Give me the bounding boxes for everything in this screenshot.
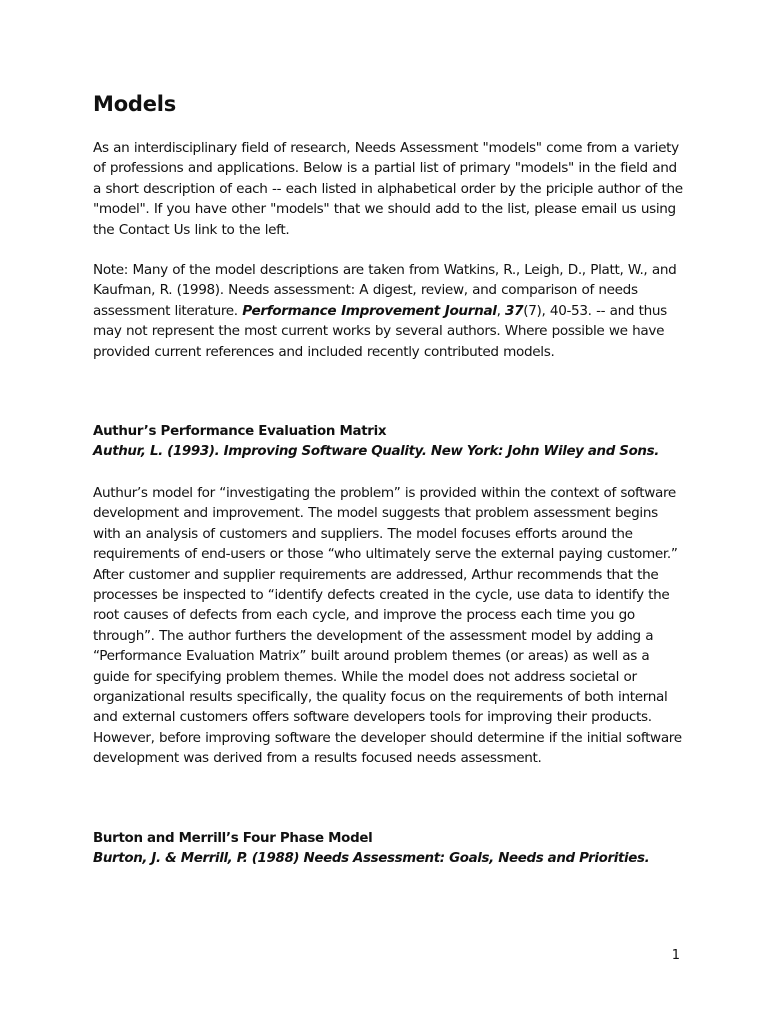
section-reference-authur: Authur, L. (1993). Improving Software Quality. New York: John Wiley and Sons. — [93, 444, 659, 460]
section-spacer — [93, 789, 683, 829]
document-content — [93, 90, 683, 889]
journal-title: Performance Improvement Journal — [242, 302, 497, 319]
note-text: Note: Many of the model descriptions are taken from Watkins, R., Leigh, D., Platt, W., and Kaufman, R. (1998). Needs assessment: A digest, review, and comparison of needs assessment literature. — [93, 262, 677, 319]
journal-volume: 37 — [505, 302, 524, 319]
note-comma: , — [496, 302, 506, 319]
page-title: Models — [93, 92, 177, 116]
section-heading-authur: Authur’s Performance Evaluation Matrix — [93, 424, 387, 440]
page-number: 1 — [671, 948, 680, 963]
section-heading-burton-merrill: Burton and Merrill’s Four Phase Model — [93, 830, 373, 846]
note-text-continued: (7), 40-53. -- and thus may not represent the most current works by several authors. Where possible we have provided current references and included recently contributed models. — [93, 302, 667, 360]
note-paragraph — [93, 260, 683, 362]
section-body-authur: Authur’s model for “investigating the problem” is provided within the context of software development and improvement. The model suggests that problem assessment begins with an analysis of customers and suppliers. The model focuses efforts around the requirements of end-users or those “who ultimately serve the external paying customer.” After customer and supplier requirements are addressed, Arthur recommends that the processes be inspected to “identify defects created in the cycle, use data to identify the root causes of defects from each cycle, and improve the process each time you go through”. The author furthers the development of the assessment model by adding a “Performance Evaluation Matrix” built around problem themes (or areas) as well as a guide for specifying problem themes. While the model does not address societal or organizational results specifically, the quality focus on the requirements of both internal and external customers offers software developers tools for improving their products. However, before improving software the developer should determine if the initial software development was derived from a results focused needs assessment. — [93, 484, 682, 767]
section-reference-burton-merrill: Burton, J. & Merrill, P. (1988) Needs Assessment: Goals, Needs and Priorities. — [93, 850, 650, 866]
intro-paragraph: As an interdisciplinary field of research, Needs Assessment "models" come from a variety of professions and applications. Below is a partial list of primary "models" in the field and a short description of each -- each listed in alphabetical order by the priciple author of the "model". If you have other "models" that we should add to the list, please email us using the Contact Us link to the left. — [93, 140, 683, 238]
section-spacer — [93, 382, 683, 422]
